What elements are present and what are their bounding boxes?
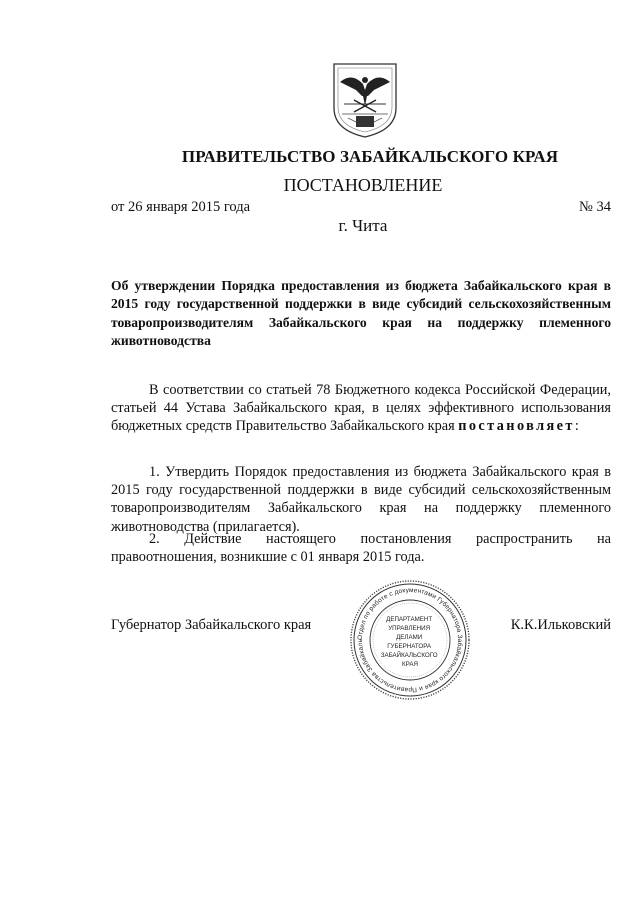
stamp-line-1: ДЕПАРТАМЕНТ: [386, 616, 433, 623]
intro-text: В соответствии со статьей 78 Бюджетного кодекса Российской Федерации, статьей 44 Устава Забайкальского края, в целях эффективного использования бюджетных средств Правительство Забайкальского края: [111, 382, 611, 435]
document-type: ПОСТАНОВЛЕНИЕ: [283, 175, 443, 195]
document-date: от 26 января 2015 года: [111, 199, 251, 215]
stamp-line-4: ГУБЕРНАТОРА: [387, 643, 432, 650]
svg-text:ДЕПАРТАМЕНТ УПРАВЛЕНИЯ: [381, 616, 440, 668]
document-title: Об утверждении Порядка предоставления из бюджета Забайкальского края в 2015 году государственной поддержки в виде субсидий сельскохозяйственным товаропроизводителям Забайкальского края на поддержку племенного животноводства: [111, 278, 611, 348]
decree-colon: :: [574, 418, 579, 435]
signatory-name: К.К.Ильковский: [510, 617, 611, 633]
document-number: № 34: [579, 199, 611, 215]
intro-paragraph: [111, 381, 611, 436]
issuing-authority: ПРАВИТЕЛЬСТВО ЗАБАЙКАЛЬСКОГО КРАЯ: [181, 147, 559, 166]
stamp-line-5: ЗАБАЙКАЛЬСКОГО: [380, 652, 438, 659]
item-2-paragraph: 2. Действие настоящего постановления распространить на правоотношения, возникшие с 01 января 2015 года.: [111, 531, 611, 566]
official-stamp: [348, 578, 472, 702]
signatory-position: Губернатор Забайкальского края: [111, 617, 312, 633]
stamp-outer-text: Отдел по работе с документами Губернатора Забайкальского края и Правительства Забайкаль: [356, 586, 464, 694]
document-city: г. Чита: [338, 216, 388, 235]
item-1-paragraph: 1. Утвердить Порядок предоставления из бюджета Забайкальского края в 2015 году государственной поддержки в виде субсидий сельскохозяйственным товаропроизводителям Забайкальского края на поддержку племенного животноводства (прилагается).: [111, 464, 611, 535]
stamp-line-6: КРАЯ: [402, 661, 418, 668]
stamp-line-3: ДЕЛАМИ: [396, 634, 423, 641]
stamp-line-2: УПРАВЛЕНИЯ: [388, 625, 431, 632]
decree-word: постановляет: [458, 418, 575, 435]
coat-of-arms-emblem: [330, 60, 400, 140]
